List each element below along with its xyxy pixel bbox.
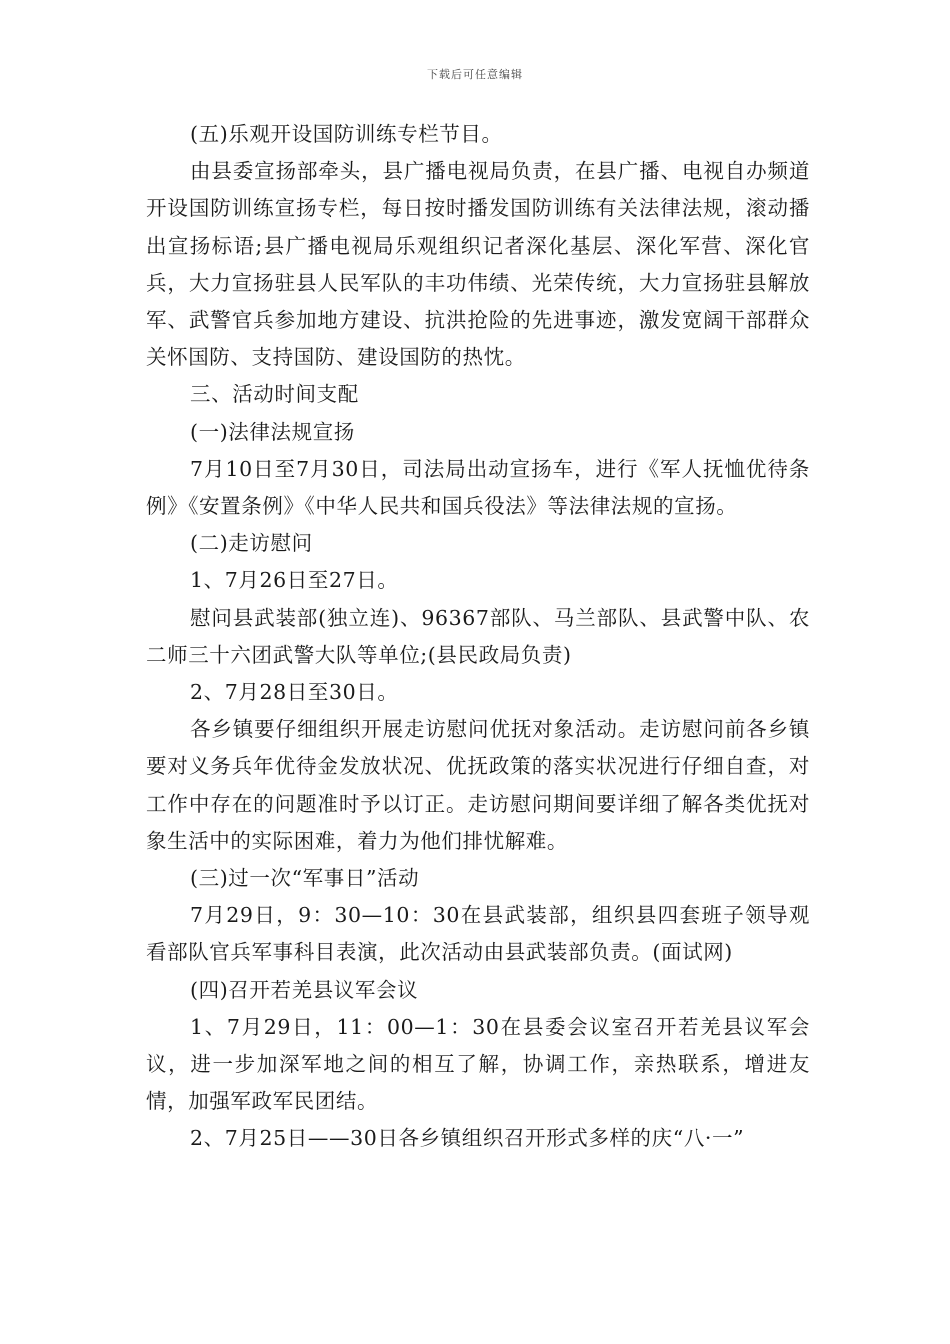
body-paragraph: 7月29日，9：30—10：30在县武装部，组织县四套班子领导观看部队官兵军事科目表演，此次活动由县武装部负责。(面试网) xyxy=(146,903,810,965)
list-item: 1、7月26日至27日。 xyxy=(190,568,399,593)
page-header-note: 下载后可任意编辑 xyxy=(427,68,523,81)
subsection-heading-1: (一)法律法规宣扬 xyxy=(190,419,355,444)
subsection-heading-3: (三)过一次“军事日”活动 xyxy=(190,866,420,891)
list-item: 1、7月29日，11：00—1：30在县委会议室召开若羌县议军会议，进一步加深军地之间的相互了解，协调工作，亲热联系，增进友情，加强军政军民团结。 xyxy=(146,1014,810,1114)
body-paragraph: 慰问县武装部(独立连)、96367部队、马兰部队、县武警中队、农二师三十六团武警大队等单位;(县民政局负责) xyxy=(146,605,810,667)
body-paragraph: 由县委宣扬部牵头，县广播电视局负责，在县广播、电视自办频道开设国防训练宣扬专栏，每日按时播发国防训练有关法律法规，滚动播出宣扬标语;县广播电视局乐观组织记者深化基层、深化军营、深化官兵，大力宣扬驻县人民军队的丰功伟绩、光荣传统，大力宣扬驻县解放军、武警官兵参加地方建设、抗洪抢险的先进事迹，激发宽阔干部群众关怀国防、支持国防、建设国防的热忱。 xyxy=(146,159,810,370)
section-heading-5: (五)乐观开设国防训练专栏节目。 xyxy=(190,122,503,146)
body-paragraph: 7月10日至7月30日，司法局出动宣扬车，进行《军人抚恤优待条例》《安置条例》《中华人民共和国兵役法》等法律法规的宣扬。 xyxy=(146,456,810,519)
body-paragraph: 各乡镇要仔细组织开展走访慰问优抚对象活动。走访慰问前各乡镇要对义务兵年优待金发放状况、优抚政策的落实状况进行仔细自查，对工作中存在的问题准时予以订正。走访慰问期间要详细了解各类优抚对象生活中的实际困难，着力为他们排忧解难。 xyxy=(146,717,810,853)
subsection-heading-4: (四)召开若羌县议军会议 xyxy=(190,977,419,1002)
document-body xyxy=(146,116,810,1158)
subsection-heading-2: (二)走访慰问 xyxy=(190,531,313,556)
section-heading-3: 三、活动时间支配 xyxy=(190,382,359,407)
list-item: 2、7月25日——30日各乡镇组织召开形式多样的庆“八·一” xyxy=(190,1126,745,1151)
list-item: 2、7月28日至30日。 xyxy=(190,680,399,705)
